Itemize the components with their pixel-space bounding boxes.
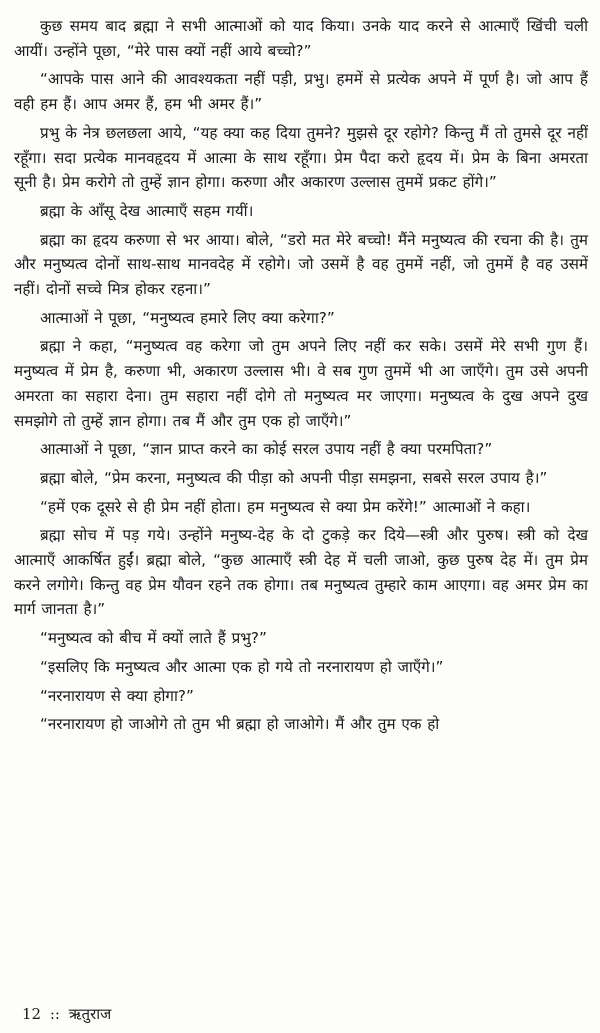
page-body: [14, 14, 588, 741]
paragraph: ब्रह्मा ने कहा, “मनुष्यत्व वह करेगा जो तुम अपने लिए नहीं कर सके। उसमें मेरे सभी गुण हैं। मनुष्यत्व में प्रेम है, करुणा भी, अकारण उल्लास भी। वे सब गुण तुममें भी आ जाएँगे। तुम उसे अपनी अमरता का सहारा देना। तुम सहारा नहीं दोगे तो मनुष्यत्व मर जाएगा। मनुष्यत्व के दुख अपने दुख समझोगे तो तुम्हें ज्ञान होगा। तब मैं और तुम एक हो जाएँगे।”: [14, 337, 588, 430]
paragraph: “मनुष्यत्व को बीच में क्यों लाते हैं प्रभु?”: [40, 629, 267, 648]
paragraph: “आपके पास आने की आवश्यकता नहीं पड़ी, प्रभु। हममें से प्रत्येक अपने में पूर्ण है। जो आप हैं वही हम हैं। आप अमर हैं, हम भी अमर हैं।”: [14, 70, 588, 114]
paragraph: “नरनारायण हो जाओगे तो तुम भी ब्रह्मा हो जाओगे। मैं और तुम एक हो: [40, 715, 440, 734]
paragraph: ब्रह्मा बोले, “प्रेम करना, मनुष्यत्व की पीड़ा को अपनी पीड़ा समझना, सबसे सरल उपाय है।”: [40, 468, 548, 487]
book-title: ऋतुराज: [68, 1005, 112, 1023]
paragraph: कुछ समय बाद ब्रह्मा ने सभी आत्माओं को याद किया। उनके याद करने से आत्माएँ खिंची चली आयीं। उन्होंने पूछा, “मेरे पास क्यों नहीं आये बच्चो?”: [14, 17, 588, 60]
paragraph: ब्रह्मा के आँसू देख आत्माएँ सहम गयीं।: [40, 201, 254, 220]
page-number: 12: [22, 1005, 42, 1023]
paragraph: “नरनारायण से क्या होगा?”: [40, 686, 194, 705]
paragraph: आत्माओं ने पूछा, “मनुष्यत्व हमारे लिए क्या करेगा?”: [40, 308, 335, 327]
paragraph: आत्माओं ने पूछा, “ज्ञान प्राप्त करने का कोई सरल उपाय नहीं है क्या परमपिता?”: [40, 440, 493, 459]
paragraph: ब्रह्मा सोच में पड़ गये। उन्होंने मनुष्य-देह के दो टुकड़े कर दिये—स्त्री और पुरुष। स्त्री को देख आत्माएँ आकर्षित हुईं। ब्रह्मा बोले, “कुछ आत्माएँ स्त्री देह में चली जाओ, कुछ पुरुष देह में। तुम प्रेम करने लगोगे। किन्तु वह प्रेम यौवन रहने तक होगा। तब मनुष्यत्व तुम्हारे काम आएगा। वह अमर प्रेम का मार्ग जानता है।”: [14, 526, 588, 619]
paragraph: प्रभु के नेत्र छलछला आये, “यह क्या कह दिया तुमने? मुझसे दूर रहोगे? किन्तु मैं तो तुमसे दूर नहीं रहूँगा। सदा प्रत्येक मानवहृदय में आत्मा के साथ रहूँगा। प्रेम पैदा करो हृदय में। प्रेम के बिना अमरता सूनी है। प्रेम करोगे तो तुम्हें ज्ञान होगा। करुणा और अकारण उल्लास तुममें प्रकट होंगे।”: [14, 123, 588, 192]
page-footer: [22, 1004, 111, 1024]
footer-separator: ::: [49, 1005, 60, 1023]
paragraph: “इसलिए कि मनुष्यत्व और आत्मा एक हो गये तो नरनारायण हो जाएँगे।”: [40, 657, 444, 676]
paragraph: ब्रह्मा का हृदय करुणा से भर आया। बोले, “डरो मत मेरे बच्चो! मैंने मनुष्यत्व की रचना की है। तुम और मनुष्यत्व दोनों साथ-साथ मानवदेह में रहोगे। जो उसमें है वह तुममें नहीं, जो तुममें है वह उसमें नहीं। दोनों सच्चे मित्र होकर रहना।”: [14, 230, 588, 299]
paragraph: “हमें एक दूसरे से ही प्रेम नहीं होता। हम मनुष्यत्व से क्या प्रेम करेंगे!” आत्माओं ने कहा।: [40, 497, 531, 516]
